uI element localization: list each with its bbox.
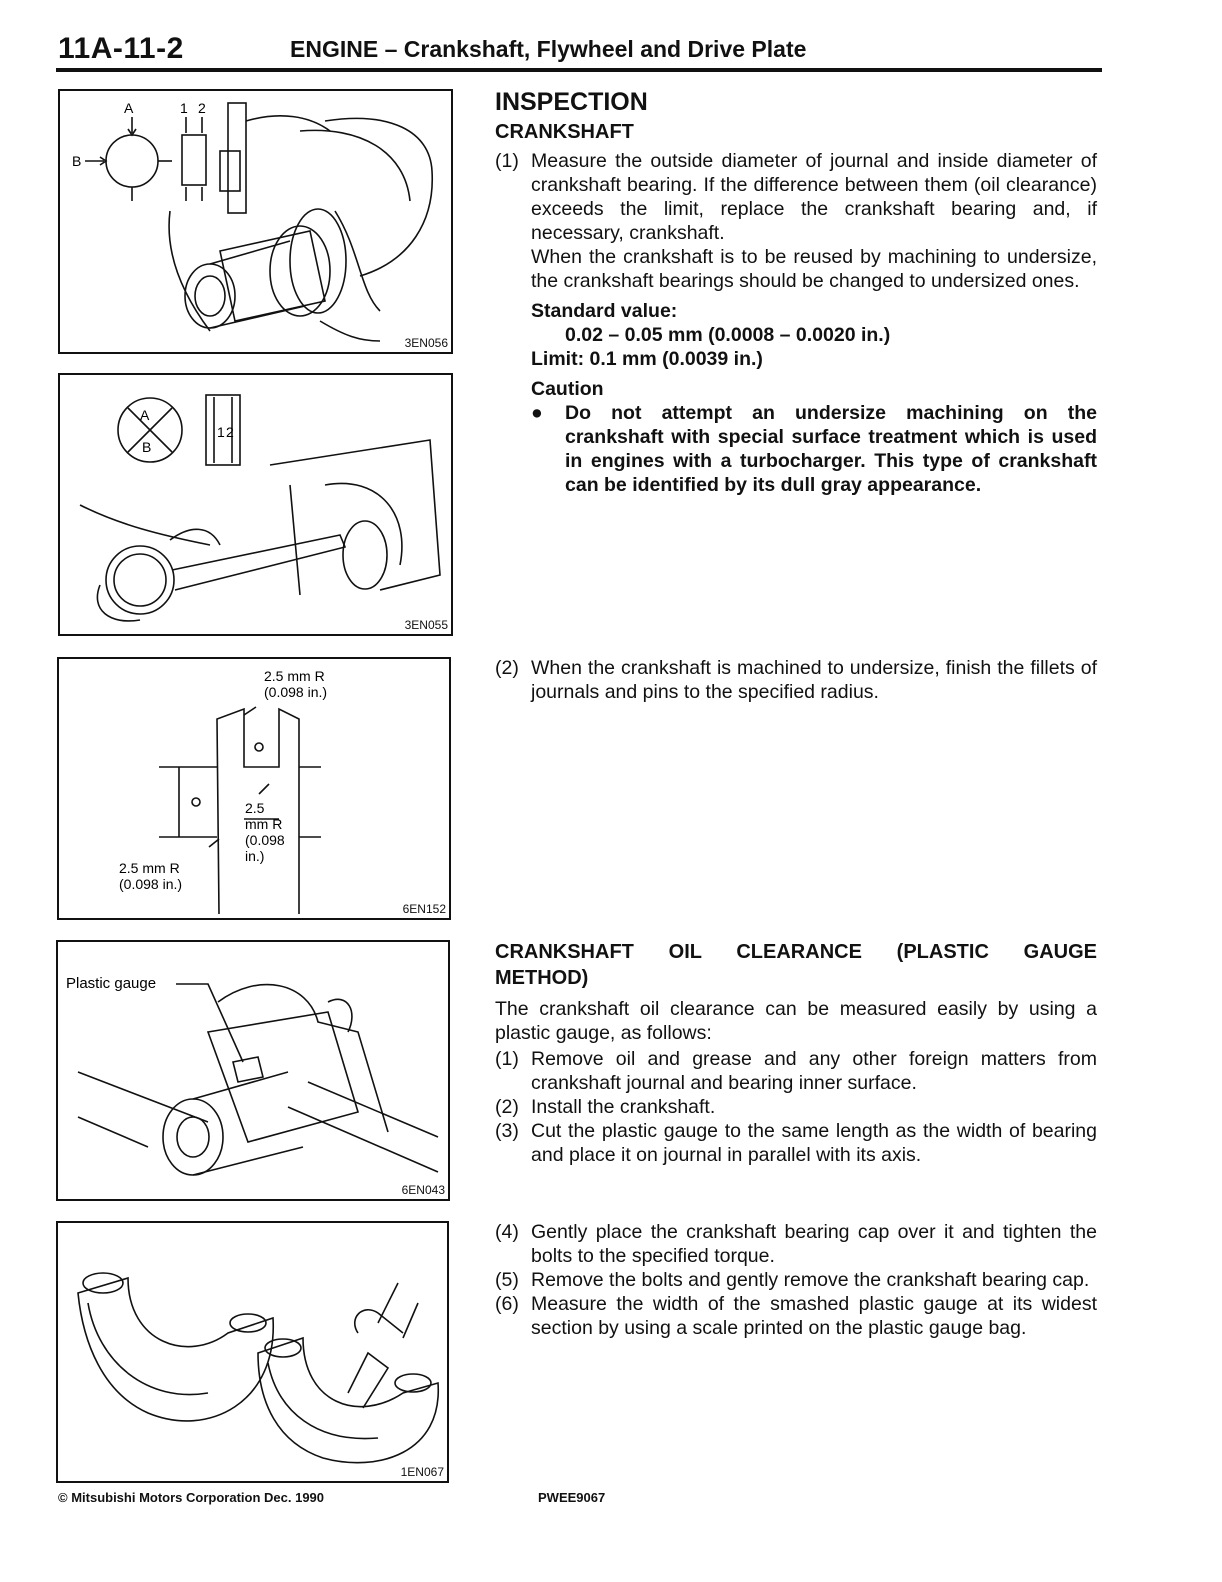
oil-clearance-section <box>495 939 1097 1167</box>
label-top-inch: (0.098 in.) <box>264 684 328 700</box>
figure-journal-measurement <box>58 89 453 354</box>
step-text: When the crankshaft is machined to undersize, finish the fillets of journals and pins to the specified radius. <box>531 657 1097 703</box>
step-number: (1) <box>495 150 519 172</box>
standard-value: 0.02 – 0.05 mm (0.0008 – 0.0020 in.) <box>565 324 891 346</box>
caution-item <box>495 401 1097 497</box>
bearing-cap-illustration <box>58 1223 447 1481</box>
step-item: (3) Cut the plastic gauge to the same length as the width of bearing and place it on journal in parallel with its axis. <box>495 1120 1097 1166</box>
step-item: (6) Measure the width of the smashed plastic gauge at its widest section by using a scale printed on the plastic gauge bag. <box>495 1293 1097 1339</box>
step-item: (2) Install the crankshaft. <box>495 1096 716 1118</box>
step-item: (5) Remove the bolts and gently remove the crankshaft bearing cap. <box>495 1269 1090 1291</box>
step-1 <box>495 149 1097 293</box>
figure-bearing-caps <box>56 1221 449 1483</box>
standard-value-block <box>495 299 1097 401</box>
step-item: (1) Remove oil and grease and any other foreign matters from crankshaft journal and bearing inner surface. <box>495 1048 1097 1094</box>
steps-list-a <box>495 1047 1097 1167</box>
limit-value: Limit: 0.1 mm (0.0039 in.) <box>531 348 763 370</box>
label-left-inch: (0.098 in.) <box>119 876 183 892</box>
label-1: 1 <box>217 424 225 440</box>
figure-code: 1EN067 <box>400 1465 444 1479</box>
page-title: ENGINE – Crankshaft, Flywheel and Drive Plate <box>290 36 807 62</box>
label-mid-value: 2.5 <box>245 800 265 816</box>
label-b: B <box>142 439 152 455</box>
label-b: B <box>72 153 82 169</box>
dial-gauge-illustration <box>60 375 451 634</box>
label-mid-inch-unit: in.) <box>245 848 265 864</box>
footer-code: PWEE9067 <box>538 1490 606 1505</box>
caution-label: Caution <box>531 378 604 400</box>
step-item: (4) Gently place the crankshaft bearing cap over it and tighten the bolts to the specified torque. <box>495 1221 1097 1267</box>
inspection-section <box>495 87 1097 497</box>
footer-copyright: © Mitsubishi Motors Corporation Dec. 1990 <box>58 1490 325 1505</box>
bullet-icon: ● <box>531 402 543 424</box>
label-top-radius: 2.5 mm R <box>264 668 325 684</box>
figure-fillet-radius <box>57 657 451 920</box>
label-mid-inch: (0.098 <box>245 832 285 848</box>
oil-clearance-steps-continued <box>495 1220 1097 1340</box>
crank-pin-illustration <box>59 659 449 918</box>
micrometer-illustration <box>60 91 451 352</box>
label-2: 2 <box>226 424 234 440</box>
figure-code: 3EN055 <box>404 618 448 632</box>
label-a: A <box>124 100 134 116</box>
figure-plastic-gauge <box>56 940 450 1201</box>
figure-bearing-measurement <box>58 373 453 636</box>
intro-text: The crankshaft oil clearance can be measured easily by using a plastic gauge, as follows: <box>495 998 1097 1044</box>
step-text: Measure the outside diameter of journal and inside diameter of crankshaft bearing. If the difference between them (oil clearance) exceeds the limit, replace the crankshaft bearing and, if necessary, crankshaft. <box>531 150 1097 244</box>
figure-code: 6EN043 <box>401 1183 445 1197</box>
label-1: 1 <box>180 100 188 116</box>
subsection-heading: CRANKSHAFT <box>495 121 634 143</box>
figure-code: 6EN152 <box>402 902 446 916</box>
label-mid-unit: mm R <box>245 816 283 832</box>
page-number: 11A-11-2 <box>58 32 184 65</box>
plastic-gauge-illustration <box>58 942 448 1199</box>
standard-value-label: Standard value: <box>531 300 678 322</box>
step-text-continued: When the crankshaft is to be reused by machining to undersize, the crankshaft bearings should be changed to undersized ones. <box>531 246 1097 292</box>
label-left-radius: 2.5 mm R <box>119 860 180 876</box>
label-plastic-gauge: Plastic gauge <box>66 975 157 992</box>
figure-code: 3EN056 <box>404 336 448 350</box>
section-heading: CRANKSHAFT OIL CLEARANCE (PLASTIC GAUGE METHOD) <box>495 941 1097 989</box>
label-a: A <box>140 407 150 423</box>
header-rule <box>56 68 1102 72</box>
step-2 <box>495 656 1097 704</box>
step-number: (2) <box>495 657 519 679</box>
label-2: 2 <box>198 100 206 116</box>
caution-text: Do not attempt an undersize machining on the crankshaft with special surface treatment which is used in engines with a turbocharger. This type of crankshaft can be identified by its dull gray appearance. <box>565 402 1097 496</box>
section-heading: INSPECTION <box>495 88 648 116</box>
step-2-section <box>495 656 1097 704</box>
